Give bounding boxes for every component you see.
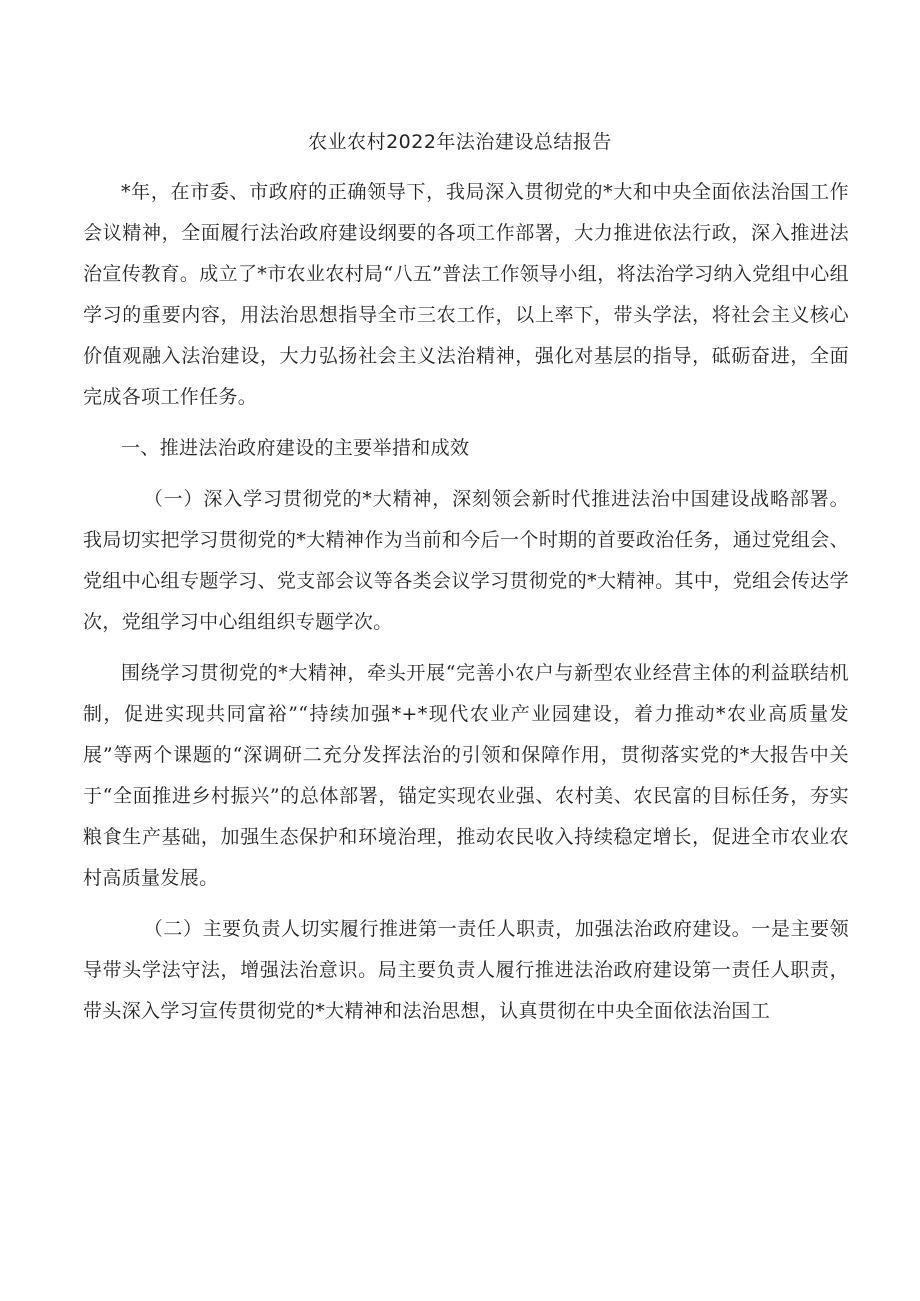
section-heading-1: 一、推进法治政府建设的主要举措和成效 (121, 437, 470, 459)
paragraph-subsection-2: （二）主要负责人切实履行推进第一责任人职责，加强法治政府建设。一是主要领导带头学法守法，增强法治意识。局主要负责人履行推进法治政府建设第一责任人职责，带头深入学习宣传贯彻党的*大精神和法治思想，认真贯彻在中央全面依法治国工 (83, 918, 849, 1022)
document-body (83, 172, 849, 1032)
paragraph-subsection-1: （一）深入学习贯彻党的*大精神，深刻领会新时代推进法治中国建设战略部署。我局切实把学习贯彻党的*大精神作为当前和今后一个时期的首要政治任务，通过党组会、党组中心组专题学习、党支部会议等各类会议学习贯彻党的*大精神。其中，党组会传达学次，党组学习中心组组织专题学次。 (83, 488, 849, 633)
paragraph-intro: *年，在市委、市政府的正确领导下，我局深入贯彻党的*大和中央全面依法治国工作会议精神，全面履行法治政府建设纲要的各项工作部署，大力推进依法行政，深入推进法治宣传教育。成立了*市农业农村局“八五”普法工作领导小组，将法治学习纳入党组中心组学习的重要内容，用法治思想指导全市三农工作，以上率下，带头学法，将社会主义核心价值观融入法治建设，大力弘扬社会主义法治精神，强化对基层的指导，砥砺奋进，全面完成各项工作任务。 (83, 181, 849, 408)
paragraph-research: 围绕学习贯彻党的*大精神，牵头开展“完善小农户与新型农业经营主体的利益联结机制，促进实现共同富裕”“持续加强*+*现代农业产业园建设，着力推动*农业高质量发展”等两个课题的“深调研二充分发挥法治的引领和保障作用，贯彻落实党的*大报告中关于“全面推进乡村振兴”的总体部署，锚定实现农业强、农村美、农民富的目标任务，夯实粮食生产基础，加强生态保护和环境治理，推动农民收入持续稳定增长，促进全市农业农村高质量发展。 (83, 662, 849, 889)
document-title: 农业农村2022年法治建设总结报告 (308, 131, 612, 153)
